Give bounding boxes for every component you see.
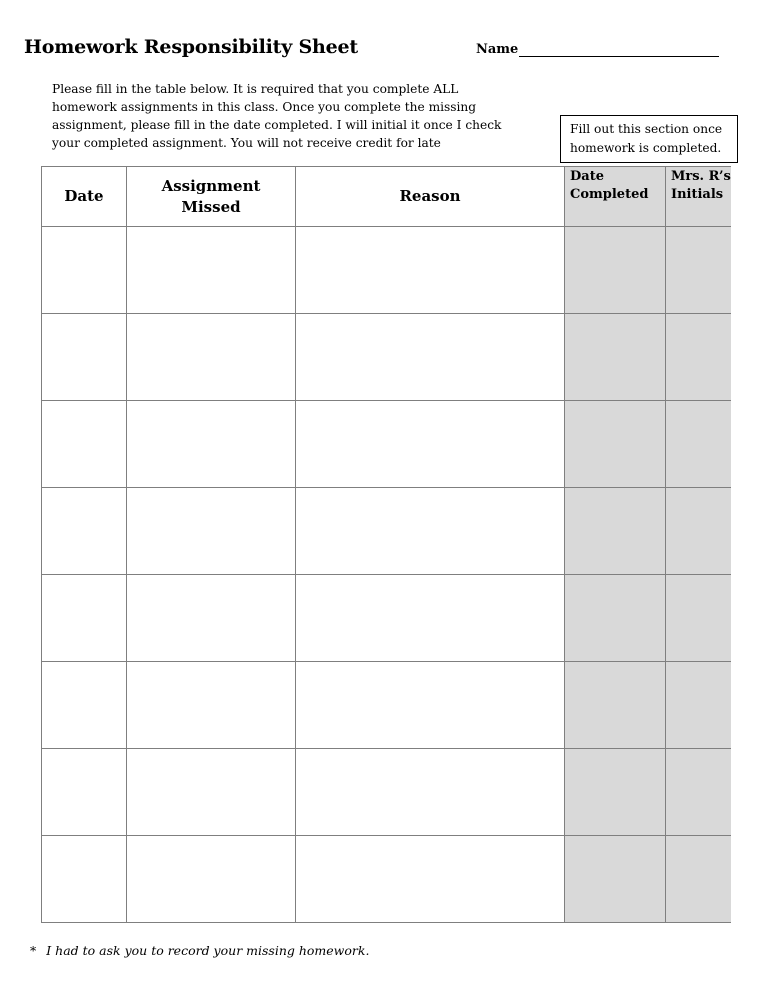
cell-reason[interactable] xyxy=(296,401,565,488)
cell-date[interactable] xyxy=(42,401,127,488)
cell-date[interactable] xyxy=(42,227,127,314)
cell-initials[interactable] xyxy=(666,401,731,488)
cell-reason[interactable] xyxy=(296,314,565,401)
table-row xyxy=(42,314,731,401)
cell-date[interactable] xyxy=(42,836,127,923)
name-label: Name xyxy=(476,42,519,57)
table-row xyxy=(42,227,731,314)
cell-initials[interactable] xyxy=(666,836,731,923)
instructions-line: homework assignments in this class. Once you complete the missing xyxy=(52,100,477,114)
header-date-completed xyxy=(565,167,666,227)
cell-date[interactable] xyxy=(42,488,127,575)
cell-initials[interactable] xyxy=(666,575,731,662)
header-assignment-missed xyxy=(127,167,296,227)
cell-initials[interactable] xyxy=(666,662,731,749)
footnote-marker: * xyxy=(30,943,37,958)
cell-assignment[interactable] xyxy=(127,749,296,836)
cell-assignment[interactable] xyxy=(127,575,296,662)
table-header-row xyxy=(42,167,731,227)
cell-assignment[interactable] xyxy=(127,227,296,314)
cell-assignment[interactable] xyxy=(127,836,296,923)
name-field[interactable] xyxy=(476,42,719,57)
cell-date[interactable] xyxy=(42,575,127,662)
footnote xyxy=(30,943,369,958)
cell-reason[interactable] xyxy=(296,575,565,662)
header-initials xyxy=(666,167,731,227)
homework-table xyxy=(41,166,731,923)
instructions-line: assignment, please fill in the date completed. I will initial it once I check xyxy=(52,118,502,132)
cell-assignment[interactable] xyxy=(127,662,296,749)
cell-date[interactable] xyxy=(42,749,127,836)
cell-date-completed[interactable] xyxy=(565,662,666,749)
cell-date-completed[interactable] xyxy=(565,836,666,923)
note-line: homework is completed. xyxy=(570,141,722,155)
cell-date-completed[interactable] xyxy=(565,575,666,662)
header-initials-line: Initials xyxy=(671,187,724,202)
table-row xyxy=(42,401,731,488)
header-reason: Reason xyxy=(296,167,565,227)
cell-initials[interactable] xyxy=(666,314,731,401)
cell-date-completed[interactable] xyxy=(565,749,666,836)
completion-note-box xyxy=(560,115,738,163)
cell-reason[interactable] xyxy=(296,488,565,575)
header-date: Date xyxy=(42,167,127,227)
cell-assignment[interactable] xyxy=(127,314,296,401)
table-row xyxy=(42,662,731,749)
table-row xyxy=(42,749,731,836)
table-row xyxy=(42,575,731,662)
note-line: Fill out this section once xyxy=(570,122,723,136)
header-assignment-line: Assignment xyxy=(161,176,261,195)
cell-initials[interactable] xyxy=(666,749,731,836)
instructions-line: your completed assignment. You will not receive credit for late xyxy=(52,136,441,150)
cell-assignment[interactable] xyxy=(127,401,296,488)
header-date-completed-line: Completed xyxy=(570,187,649,202)
footnote-text: I had to ask you to record your missing homework. xyxy=(46,943,370,958)
cell-reason[interactable] xyxy=(296,836,565,923)
cell-date[interactable] xyxy=(42,314,127,401)
table-row xyxy=(42,836,731,923)
cell-date-completed[interactable] xyxy=(565,488,666,575)
cell-assignment[interactable] xyxy=(127,488,296,575)
cell-date-completed[interactable] xyxy=(565,314,666,401)
instructions-line: Please fill in the table below. It is required that you complete ALL xyxy=(52,82,459,96)
name-blank-line[interactable] xyxy=(519,42,719,57)
page-title: Homework Responsibility Sheet xyxy=(24,36,358,58)
header-date-completed-line: Date xyxy=(570,169,604,184)
cell-initials[interactable] xyxy=(666,227,731,314)
cell-reason[interactable] xyxy=(296,749,565,836)
header-assignment-line: Missed xyxy=(181,197,241,216)
table-row xyxy=(42,488,731,575)
cell-date[interactable] xyxy=(42,662,127,749)
cell-date-completed[interactable] xyxy=(565,227,666,314)
cell-initials[interactable] xyxy=(666,488,731,575)
cell-date-completed[interactable] xyxy=(565,401,666,488)
instructions xyxy=(52,80,542,152)
cell-reason[interactable] xyxy=(296,662,565,749)
header-initials-line: Mrs. R’s xyxy=(671,169,731,184)
cell-reason[interactable] xyxy=(296,227,565,314)
